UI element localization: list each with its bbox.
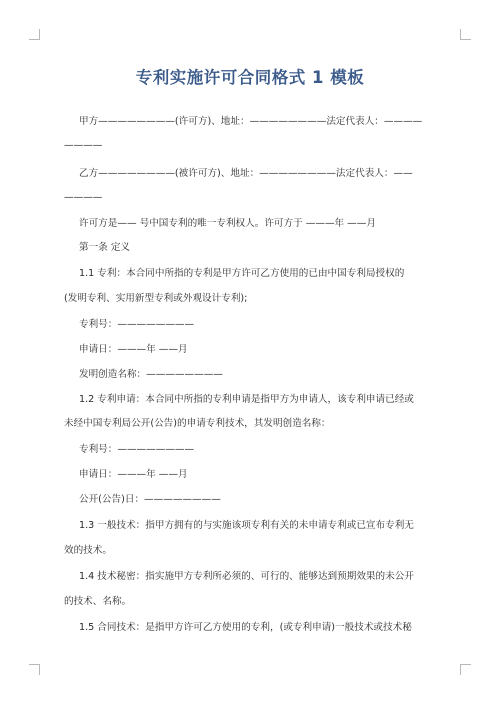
paragraph-line: 效的技术。 [64,545,112,556]
paragraph-line: ———— [64,192,103,203]
paragraph-line: ———— [64,140,103,151]
paragraph-line: 公开(公告)日：———————— [79,494,221,505]
paragraph-line: 许可方是—— 号中国专利的唯一专利权人。许可方于 ———年 ——月 [79,218,376,229]
paragraph-line: 申请日：———年 ——月 [79,469,188,480]
paragraph-line: 1.1 专利：本合同中所指的专利是甲方许可乙方使用的已由中国专利局授权的 [79,268,405,279]
paragraph-line: 1.3 一般技术：指甲方拥有的与实施该项专利有关的未申请专利或已宣布专利无 [79,520,414,531]
paragraph-line: 1.2 专利申请：本合同中所指的专利申请是指甲方为申请人，该专利申请已经或 [79,394,414,405]
crop-mark-top-right [460,29,471,40]
paragraph-line: 的技术、名称。 [64,596,132,607]
paragraph-line: 甲方————————(许可方)、地址：————————法定代表人：———— [79,116,423,127]
paragraph-line: 第一条 定义 [79,242,131,253]
paragraph-line: 发明创造名称：———————— [79,369,223,380]
paragraph-line: 专利号：———————— [79,319,195,330]
crop-mark-bottom-left [29,664,40,675]
document-title: 专利实施许可合同格式 1 模板 [135,68,365,87]
crop-mark-top-left [29,29,40,40]
crop-mark-bottom-right [460,664,471,675]
paragraph-line: 申请日：———年 ——月 [79,344,188,355]
paragraph-line: (发明专利、实用新型专利或外观设计专利); [64,293,248,304]
paragraph-line: 乙方————————(被许可方)、地址：————————法定代表人：—— [79,168,413,179]
paragraph-line: 1.5 合同技术：是指甲方许可乙方使用的专利，(或专利申请)一般技术或技术秘 [79,622,412,633]
paragraph-line: 专利号：———————— [79,444,195,455]
paragraph-line: 1.4 技术秘密：指实施甲方专利所必须的、可行的、能够达到预期效果的未公开 [79,571,414,582]
paragraph-line: 未经中国专利局公开(公告)的申请专利技术，其发明创造名称： [64,418,331,429]
